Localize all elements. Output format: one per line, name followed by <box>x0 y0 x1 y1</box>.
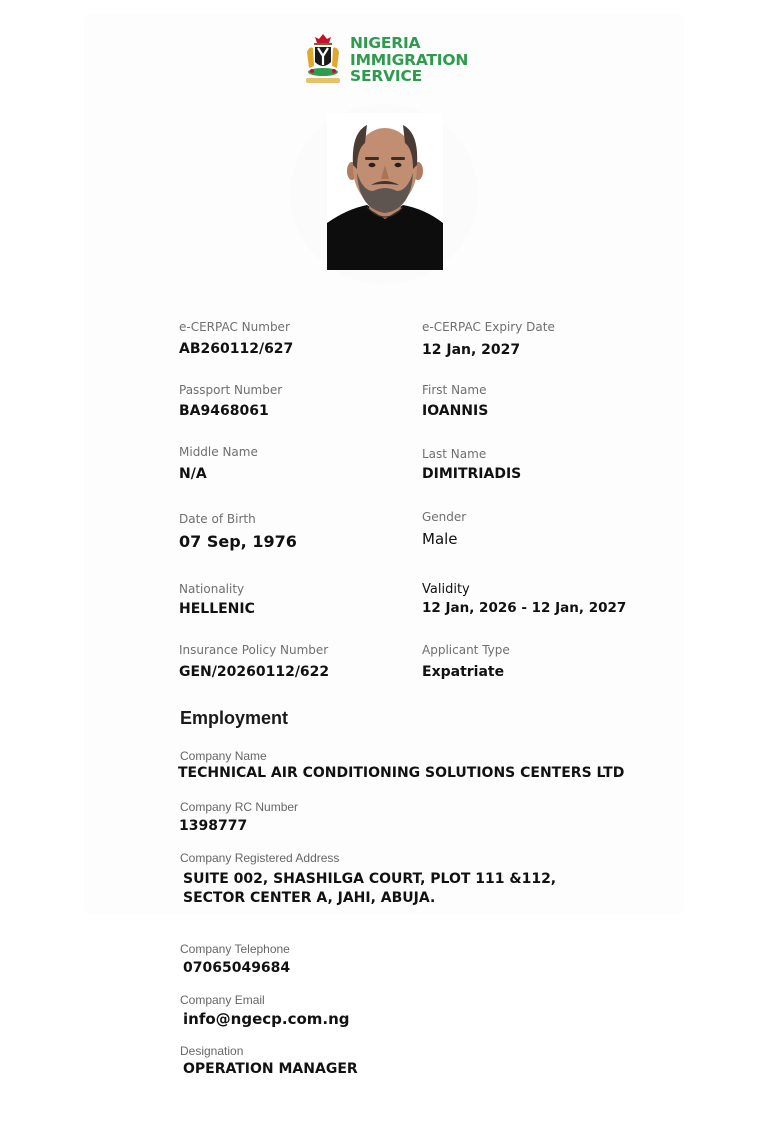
company-rc-value: 1398777 <box>179 818 248 834</box>
middle-name-label: Middle Name <box>179 445 258 459</box>
first-name-label: First Name <box>422 383 487 397</box>
ecerpac-expiry-label: e-CERPAC Expiry Date <box>422 320 555 334</box>
company-rc-label: Company RC Number <box>180 800 299 814</box>
gender-label: Gender <box>422 510 467 524</box>
last-name-value: DIMITRIADIS <box>422 466 522 482</box>
date-of-birth-value: 07 Sep, 1976 <box>179 532 297 551</box>
applicant-type-label: Applicant Type <box>422 643 510 657</box>
gender-value: Male <box>422 530 458 548</box>
company-name-value: TECHNICAL AIR CONDITIONING SOLUTIONS CENTERS LTD <box>178 765 625 781</box>
company-telephone-label: Company Telephone <box>180 942 290 956</box>
first-name-value: IOANNIS <box>422 403 489 419</box>
applicant-type-value: Expatriate <box>422 664 505 680</box>
company-email-value: info@ngecp.com.ng <box>183 1010 350 1028</box>
agency-name-line3: SERVICE <box>350 67 423 85</box>
company-address-label: Company Registered Address <box>180 851 340 865</box>
nationality-label: Nationality <box>179 582 245 596</box>
company-telephone-value: 07065049684 <box>183 960 291 976</box>
company-address-line2: SECTOR CENTER A, JAHI, ABUJA. <box>183 890 436 906</box>
employment-heading: Employment <box>180 708 289 728</box>
passport-number-label: Passport Number <box>179 383 283 397</box>
company-address-line1: SUITE 002, SHASHILGA COURT, PLOT 111 &112, <box>183 871 557 887</box>
nationality-value: HELLENIC <box>179 601 255 617</box>
passport-number-value: BA9468061 <box>179 403 269 419</box>
insurance-policy-value: GEN/20260112/622 <box>179 664 330 680</box>
designation-label: Designation <box>180 1044 244 1058</box>
coat-of-arms-icon <box>304 32 342 86</box>
agency-name-line1: NIGERIA <box>350 34 421 52</box>
ecerpac-number-value: AB260112/627 <box>179 341 294 357</box>
last-name-label: Last Name <box>422 447 487 461</box>
validity-label: Validity <box>422 582 470 597</box>
holder-photo <box>327 113 443 270</box>
designation-value: OPERATION MANAGER <box>183 1061 358 1077</box>
validity-value: 12 Jan, 2026 - 12 Jan, 2027 <box>422 600 627 616</box>
insurance-policy-label: Insurance Policy Number <box>179 643 329 657</box>
company-name-label: Company Name <box>180 749 267 763</box>
ecerpac-expiry-value: 12 Jan, 2027 <box>422 342 521 358</box>
agency-logo <box>304 32 474 88</box>
agency-name-line2: IMMIGRATION <box>350 50 469 69</box>
ecerpac-number-label: e-CERPAC Number <box>179 320 290 334</box>
agency-name <box>350 35 480 85</box>
company-address-value <box>183 870 556 908</box>
date-of-birth-label: Date of Birth <box>179 512 256 526</box>
middle-name-value: N/A <box>179 466 207 482</box>
company-email-label: Company Email <box>180 993 265 1007</box>
